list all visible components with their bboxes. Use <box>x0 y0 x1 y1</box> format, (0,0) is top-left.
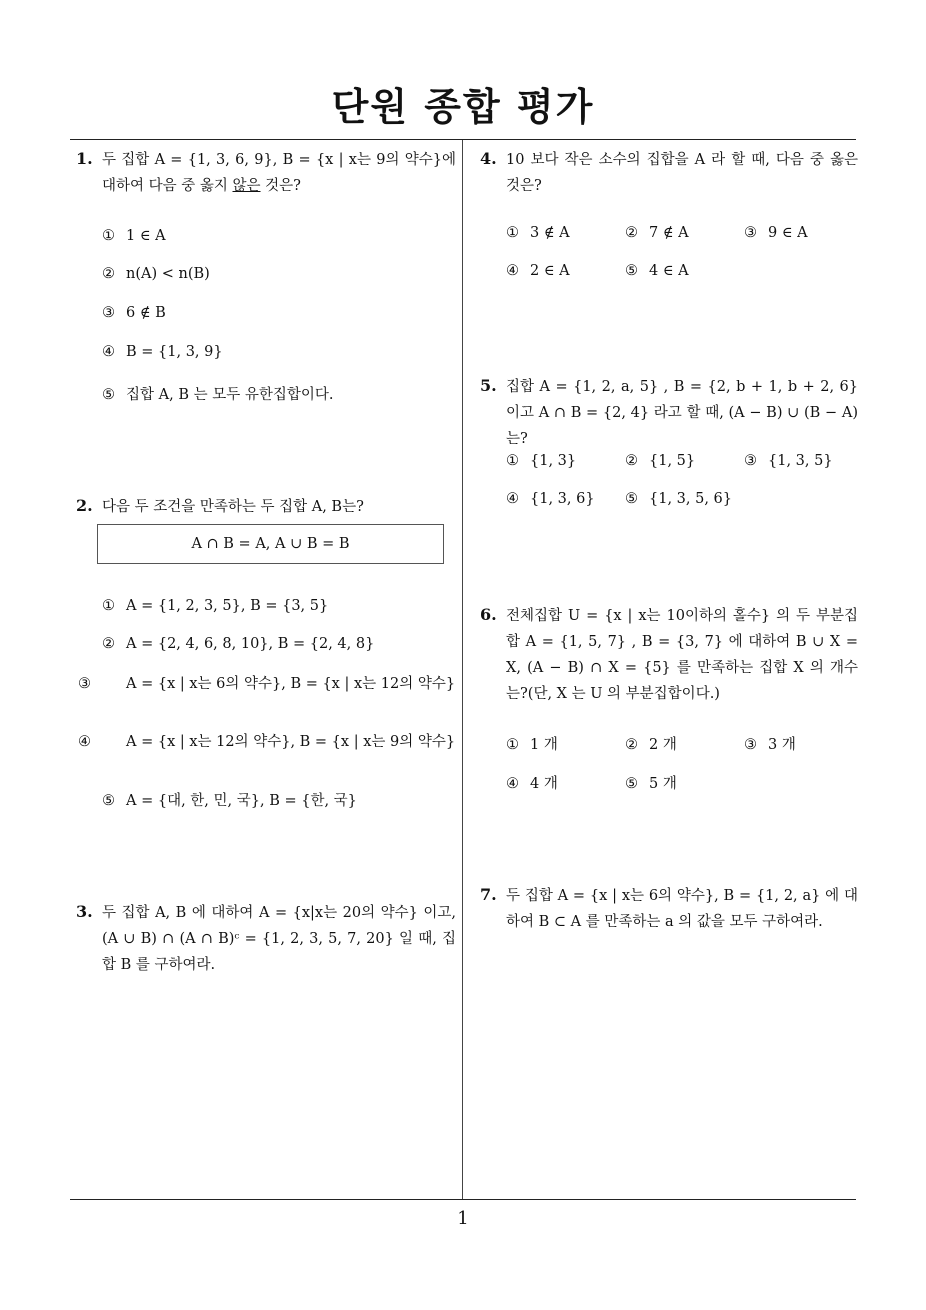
question-number: 1. <box>76 149 93 168</box>
bottom-rule <box>70 1199 856 1200</box>
question-stem: 6. 전체집합 U = {x | x는 10이하의 홀수} 의 두 부분집합 A = {1, 5, 7} , B = {3, 7} 에 대하여 B ∪ X = X, (A − B) ∩ X = {5} 를 만족하는 집합 X 의 개수는?(단, X 는 U 의 부분집합이다.) <box>480 602 858 707</box>
question-number: 5. <box>480 376 497 395</box>
choice-1[interactable]: ① {1, 3} <box>506 453 577 469</box>
question-3 <box>76 899 456 978</box>
question-stem: 2. 다음 두 조건을 만족하는 두 집합 A, B는? <box>76 493 456 520</box>
question-number: 7. <box>480 885 497 904</box>
choice-4[interactable]: ④ B = {1, 3, 9} <box>102 344 223 360</box>
choice-2[interactable]: ② {1, 5} <box>625 453 696 469</box>
choice-1[interactable]: ① 1 ∈ A <box>102 228 166 244</box>
column-divider <box>462 140 463 1200</box>
choice-5[interactable]: ⑤ A = {대, 한, 민, 국}, B = {한, 국} <box>102 793 357 809</box>
question-number: 3. <box>76 902 93 921</box>
question-number: 6. <box>480 605 497 624</box>
question-7 <box>480 882 858 935</box>
question-stem: 4. 10 보다 작은 소수의 집합을 A 라 할 때, 다음 중 옳은 것은? <box>480 146 858 199</box>
page-number: 1 <box>457 1208 469 1229</box>
choice-4[interactable]: ④ 4 개 <box>506 776 558 792</box>
question-stem: 1. 두 집합 A = {1, 3, 6, 9}, B = {x | x는 9의 약수}에 대하여 다음 중 옳지 않은 것은? <box>76 146 456 199</box>
choice-3[interactable]: ③ 9 ∈ A <box>744 225 808 241</box>
page-title: 단원 종합 평가 <box>331 85 595 129</box>
choice-4[interactable]: ④ {1, 3, 6} <box>506 491 595 507</box>
condition-box: A ∩ B = A, A ∪ B = B <box>97 524 444 564</box>
question-1 <box>76 146 456 199</box>
choice-3[interactable]: ③ 3 개 <box>744 737 796 753</box>
choice-3[interactable]: ③ {1, 3, 5} <box>744 453 833 469</box>
choice-5[interactable]: ⑤ 5 개 <box>625 776 677 792</box>
choice-2[interactable]: ② 2 개 <box>625 737 677 753</box>
question-stem: 7. 두 집합 A = {x | x는 6의 약수}, B = {1, 2, a} 에 대하여 B ⊂ A 를 만족하는 a 의 값을 모두 구하여라. <box>480 882 858 935</box>
choice-1[interactable]: ① A = {1, 2, 3, 5}, B = {3, 5} <box>102 598 329 614</box>
question-number: 2. <box>76 496 93 515</box>
question-6 <box>480 602 858 707</box>
question-stem: 3. 두 집합 A, B 에 대하여 A = {x|x는 20의 약수} 이고, (A ∪ B) ∩ (A ∩ B)ᶜ = {1, 2, 3, 5, 7, 20} 일 때, 집합 B 를 구하여라. <box>76 899 456 978</box>
question-2 <box>76 493 456 520</box>
choice-2[interactable]: ② n(A) < n(B) <box>102 266 210 282</box>
question-4 <box>480 146 858 199</box>
choice-4[interactable]: ④ 2 ∈ A <box>506 263 570 279</box>
question-5 <box>480 373 858 452</box>
choice-1[interactable]: ① 1 개 <box>506 737 558 753</box>
choice-1[interactable]: ① 3 ∉ A <box>506 225 570 241</box>
choice-5[interactable]: ⑤ 4 ∈ A <box>625 263 689 279</box>
choice-2[interactable]: ② 7 ∉ A <box>625 225 689 241</box>
top-rule <box>70 139 856 140</box>
choice-5[interactable]: ⑤ 집합 A, B 는 모두 유한집합이다. <box>102 387 334 403</box>
choice-5[interactable]: ⑤ {1, 3, 5, 6} <box>625 491 733 507</box>
choice-2[interactable]: ② A = {2, 4, 6, 8, 10}, B = {2, 4, 8} <box>102 636 375 652</box>
choice-3[interactable]: ③ A = {x | x는 6의 약수}, B = {x | x는 12의 약수} <box>78 676 456 692</box>
underlined-emphasis: 않은 <box>232 178 261 194</box>
question-stem: 5. 집합 A = {1, 2, a, 5} , B = {2, b + 1, b + 2, 6} 이고 A ∩ B = {2, 4} 라고 할 때, (A − B) ∪ (B − A) 는? <box>480 373 858 452</box>
choice-4[interactable]: ④ A = {x | x는 12의 약수}, B = {x | x는 9의 약수} <box>78 734 456 750</box>
choice-3[interactable]: ③ 6 ∉ B <box>102 305 166 321</box>
question-number: 4. <box>480 149 497 168</box>
